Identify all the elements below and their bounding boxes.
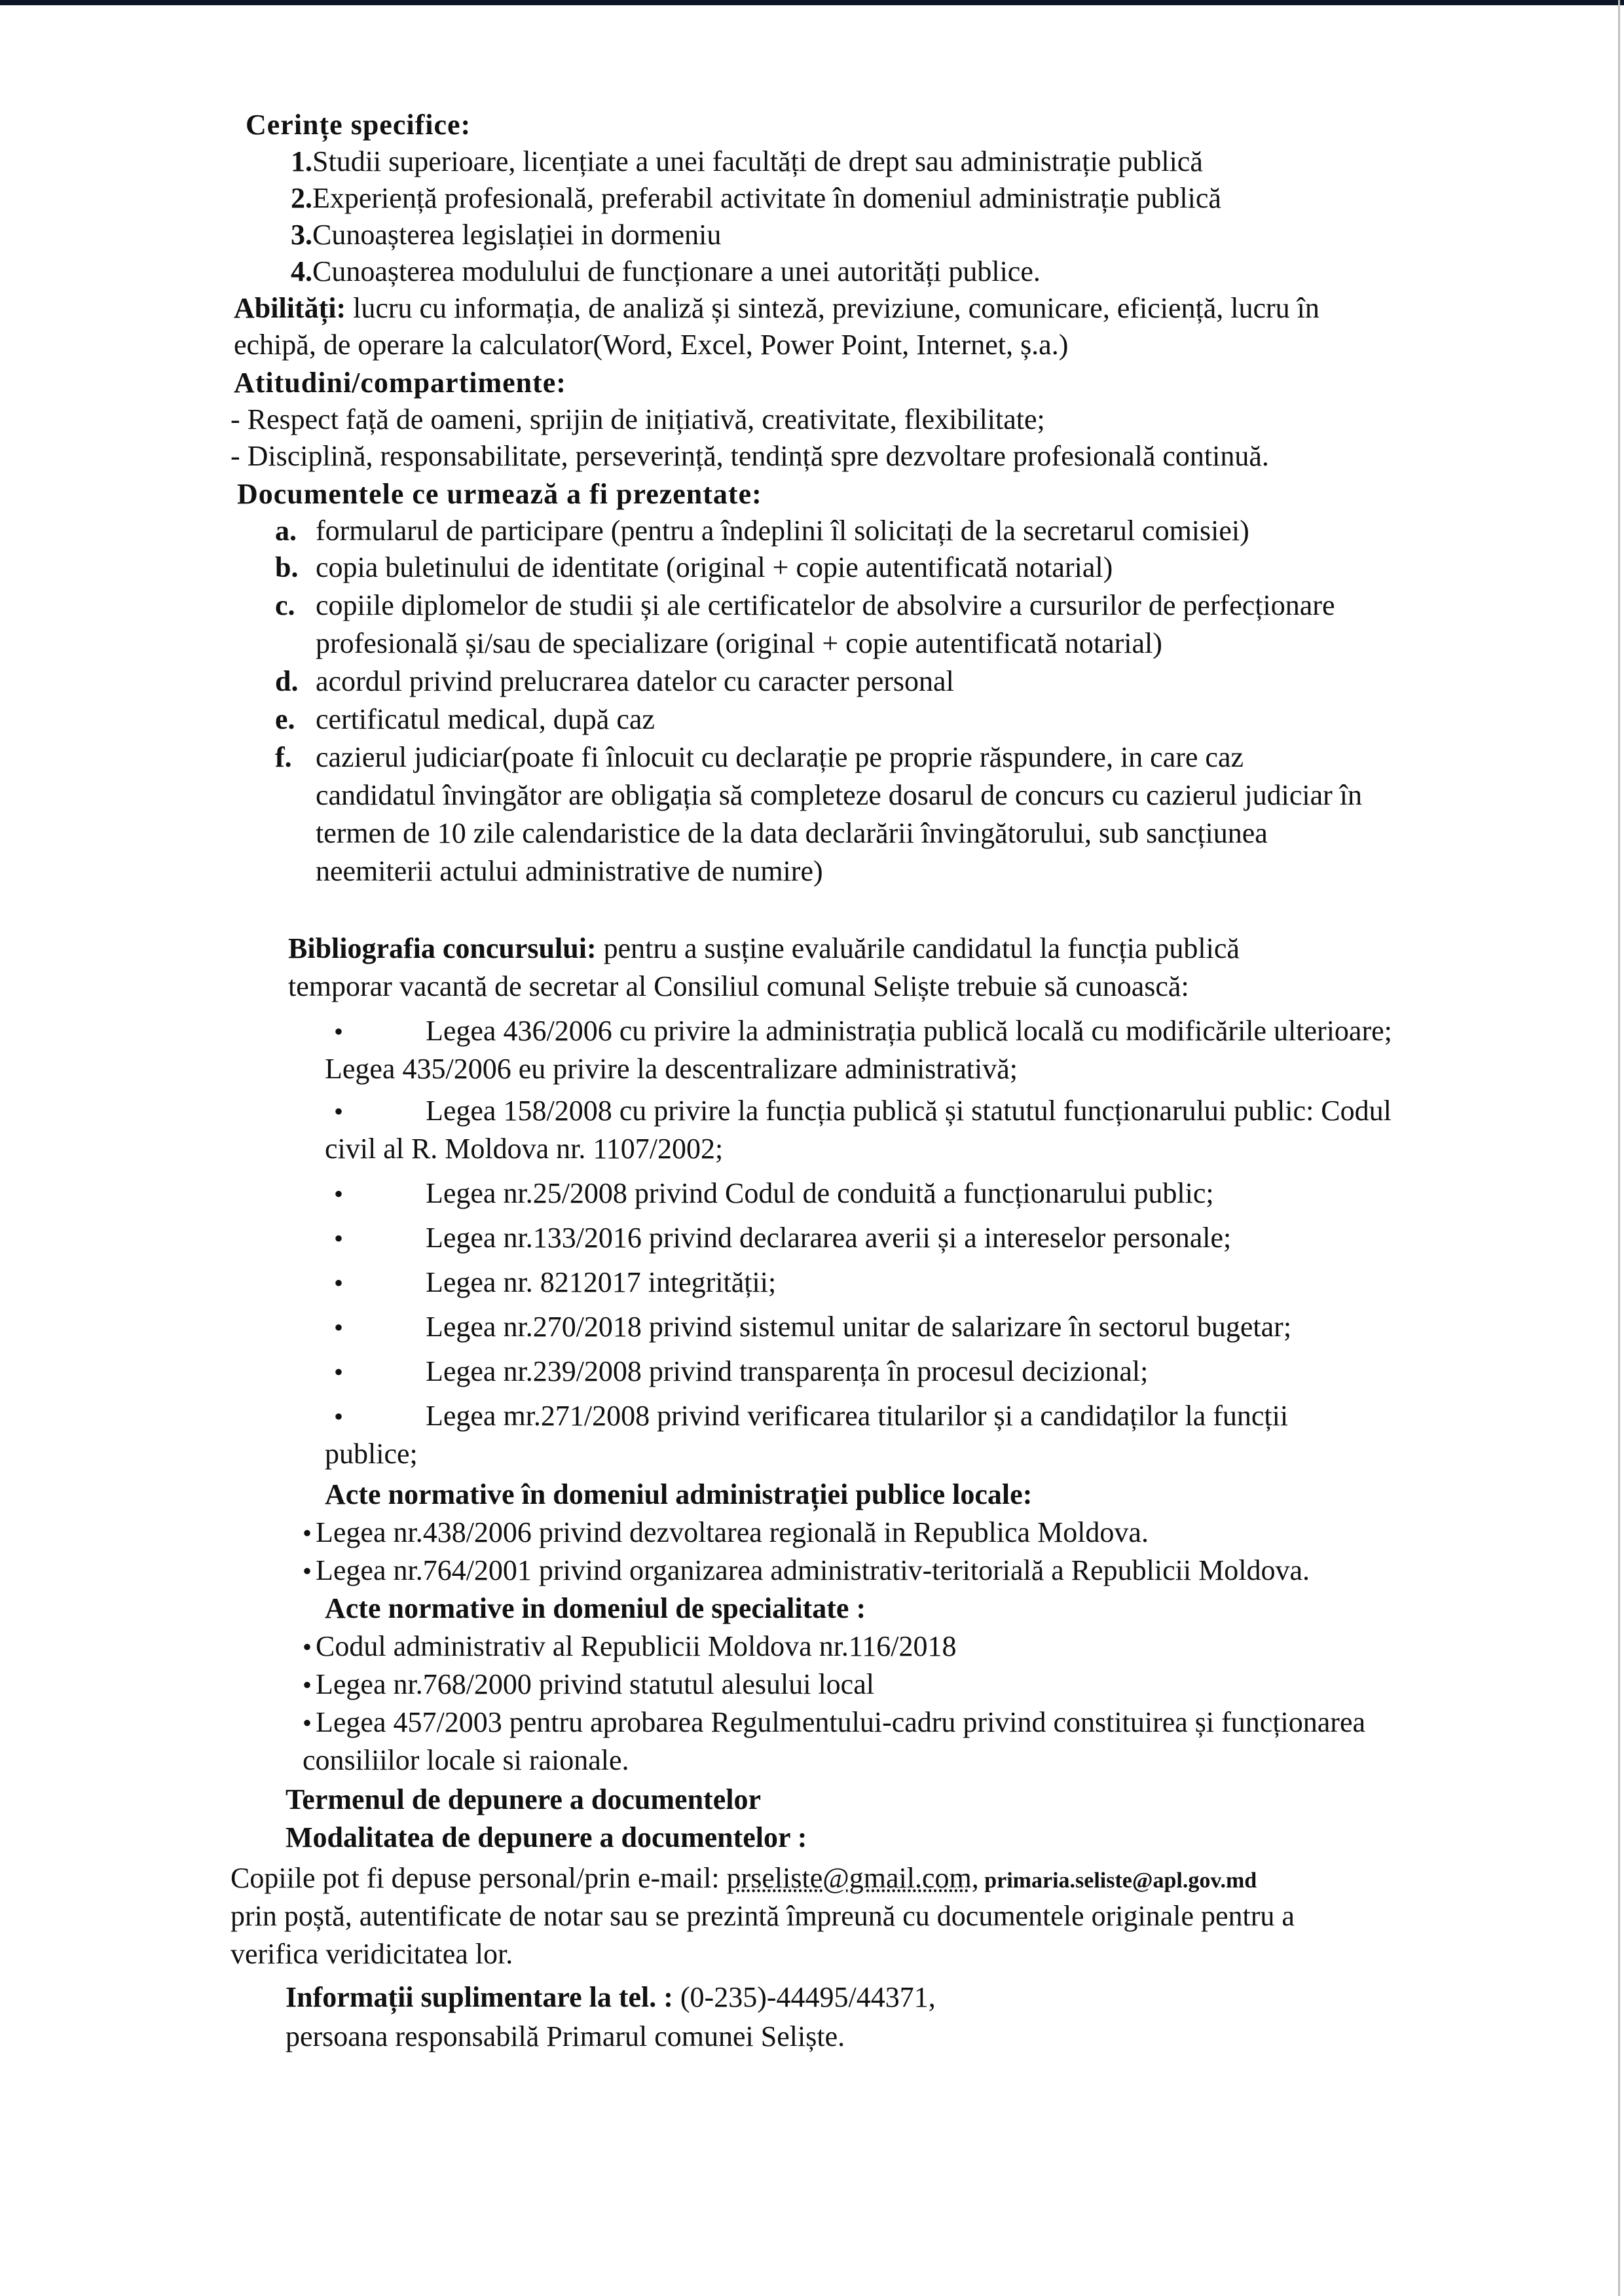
- acte-locale-item-2: [303, 1552, 1310, 1590]
- cerinte-heading: Cerințe specifice:: [246, 109, 471, 141]
- contact-responsible: persoana responsabilă Primarul comunei Seliște.: [286, 2020, 845, 2052]
- bibliografie-item-1: [334, 1012, 1392, 1051]
- item-marker: f.: [275, 741, 292, 773]
- acte-specialitate-heading: Acte normative in domeniul de specialitate :: [325, 1592, 866, 1624]
- item-text: Legea 158/2008 cu privire la funcția publică și statutul funcționarului public: Codul: [426, 1095, 1392, 1127]
- cerinte-item-1: [291, 143, 1203, 181]
- bullet-icon: •: [334, 1357, 344, 1387]
- acte-specialitate-item-1: [303, 1628, 957, 1666]
- modalitate-line-3: verifica veridicitatea lor.: [231, 1938, 513, 1970]
- item-text: Legea nr.438/2006 privind dezvoltarea regională in Republica Moldova.: [316, 1516, 1149, 1548]
- bibliografie-intro-2: temporar vacantă de secretar al Consiliul comunal Seliște trebuie să cunoască:: [288, 970, 1189, 1002]
- documente-item-d: [275, 663, 954, 701]
- documente-item-b: [275, 549, 1113, 587]
- bibliografie-label: Bibliografia concursului:: [288, 932, 597, 964]
- acte-specialitate-item-3: [303, 1704, 1365, 1742]
- atitudini-item-1: - Respect față de oameni, sprijin de inițiativă, creativitate, flexibilitate;: [231, 403, 1045, 435]
- item-text: Experiență profesională, preferabil activitate în domeniul administrație publică: [312, 182, 1221, 214]
- documente-item-f: [275, 738, 1244, 776]
- contact-label: Informații suplimentare la tel. :: [286, 1981, 673, 2013]
- documente-item-e: [275, 701, 655, 738]
- atitudini-heading: Atitudini/compartimente:: [234, 367, 566, 399]
- cerinte-item-2: [291, 179, 1221, 217]
- contact-line: [286, 1978, 936, 2016]
- bullet-icon: •: [334, 1017, 344, 1046]
- documente-item-f-cont-3: neemiterii actului administrative de numire): [316, 855, 823, 887]
- item-marker: d.: [275, 665, 299, 697]
- abilitati-line-1: [234, 289, 1320, 327]
- item-text: copiile diplomelor de studii și ale certificatelor de absolvire a cursurilor de perfecționare: [316, 589, 1335, 621]
- item-text: Cunoașterea modulului de funcționare a unei autorități publice.: [312, 255, 1041, 287]
- item-text: Legea nr.25/2008 privind Codul de conduită a funcționarului public;: [426, 1177, 1214, 1209]
- item-text: Legea nr.133/2016 privind declararea averii și a intereselor personale;: [426, 1222, 1232, 1254]
- bullet-icon: •: [303, 1708, 312, 1738]
- bibliografie-item-8: [334, 1397, 1288, 1436]
- bullet-icon: •: [334, 1224, 344, 1253]
- item-number: 1.: [291, 145, 312, 177]
- item-number: 2.: [291, 182, 312, 214]
- documente-item-c: [275, 587, 1335, 625]
- acte-specialitate-item-3-cont: consiliilor locale si raionale.: [303, 1744, 629, 1776]
- abilitati-label: Abilități:: [234, 292, 346, 324]
- acte-specialitate-item-2: [303, 1666, 874, 1704]
- item-marker: e.: [275, 703, 295, 735]
- email-link-gmail[interactable]: prseliste@gmail.com,: [726, 1862, 979, 1894]
- bibliografie-item-7: [334, 1353, 1148, 1391]
- item-text: Cunoașterea legislației in dormeniu: [312, 219, 722, 251]
- documente-item-c-cont: profesională și/sau de specializare (original + copie autentificată notarial): [316, 627, 1162, 659]
- item-text: Legea 457/2003 pentru aprobarea Regulmentului-cadru privind constituirea și funcționarea: [316, 1706, 1366, 1738]
- documente-item-f-cont-1: candidatul învingător are obligația să completeze dosarul de concurs cu cazierul judiciar în: [316, 779, 1363, 811]
- termen-heading: Termenul de depunere a documentelor: [286, 1783, 761, 1815]
- bullet-icon: •: [303, 1518, 312, 1548]
- modalitate-line-2: prin poștă, autentificate de notar sau se prezintă împreună cu documentele originale pentru a: [231, 1900, 1295, 1932]
- acte-locale-heading: Acte normative în domeniul administrației publice locale:: [325, 1478, 1033, 1510]
- item-marker: c.: [275, 589, 295, 621]
- bullet-icon: •: [303, 1632, 312, 1662]
- item-marker: a.: [275, 515, 297, 547]
- acte-locale-item-1: [303, 1514, 1149, 1552]
- item-text: Legea nr.239/2008 privind transparența în procesul decizional;: [426, 1355, 1149, 1387]
- documente-item-f-cont-2: termen de 10 zile calendaristice de la data declarării învingătorului, sub sancțiunea: [316, 817, 1268, 849]
- item-text: Legea nr. 8212017 integrității;: [426, 1266, 777, 1298]
- abilitati-text: lucru cu informația, de analiză și sinteză, previziune, comunicare, eficiență, lucru în: [346, 292, 1320, 324]
- bullet-icon: •: [334, 1268, 344, 1298]
- contact-phone: (0-235)-44495/44371,: [673, 1981, 936, 2013]
- cerinte-item-4: [291, 253, 1041, 291]
- bullet-icon: •: [303, 1556, 312, 1586]
- bullet-icon: •: [334, 1313, 344, 1342]
- cerinte-item-3: [291, 216, 721, 254]
- item-marker: b.: [275, 551, 299, 583]
- item-text: Legea nr.270/2018 privind sistemul unitar de salarizare în sectorul bugetar;: [426, 1311, 1292, 1343]
- email-link-apl[interactable]: primaria.seliste@apl.gov.md: [978, 1868, 1257, 1893]
- item-text: Codul administrativ al Republicii Moldova nr.116/2018: [316, 1630, 957, 1662]
- bibliografie-item-4: [334, 1219, 1231, 1258]
- documente-item-a: [275, 512, 1249, 550]
- bibliografie-item-2-cont: civil al R. Moldova nr. 1107/2002;: [325, 1133, 724, 1165]
- item-number: 4.: [291, 255, 312, 287]
- bibliografie-intro-text: pentru a susține evaluările candidatul la funcția publică: [596, 932, 1240, 964]
- item-text: Legea mr.271/2008 privind verificarea titularilor și a candidaților la funcții: [426, 1400, 1289, 1432]
- bullet-icon: •: [334, 1097, 344, 1126]
- item-text: Studii superioare, licențiate a unei facultăți de drept sau administrație publică: [312, 145, 1203, 177]
- bullet-icon: •: [334, 1402, 344, 1431]
- bibliografie-item-1-cont: Legea 435/2006 eu privire la descentralizare administrativă;: [325, 1053, 1018, 1085]
- atitudini-item-2: - Disciplină, responsabilitate, perseverință, tendință spre dezvoltare profesională continuă.: [231, 440, 1269, 472]
- item-number: 3.: [291, 219, 312, 251]
- item-text: Legea nr.764/2001 privind organizarea administrativ-teritorială a Republicii Moldova.: [316, 1554, 1310, 1586]
- bibliografie-item-6: [334, 1308, 1291, 1347]
- bibliografie-intro-1: [288, 930, 1240, 968]
- bibliografie-item-5: [334, 1264, 776, 1302]
- abilitati-line-2: echipă, de operare la calculator(Word, Excel, Power Point, Internet, ș.a.): [234, 329, 1069, 361]
- item-text: Legea 436/2006 cu privire la administrația publică locală cu modificările ulterioare;: [426, 1015, 1392, 1047]
- item-text: cazierul judiciar(poate fi înlocuit cu declarație pe proprie răspundere, in care caz: [316, 741, 1244, 773]
- item-text: copia buletinului de identitate (original + copie autentificată notarial): [316, 551, 1113, 583]
- modalitate-prefix: Copiile pot fi depuse personal/prin e-mail:: [231, 1862, 727, 1894]
- item-text: acordul privind prelucrarea datelor cu caracter personal: [316, 665, 954, 697]
- item-text: formularul de participare (pentru a îndeplini îl solicitați de la secretarul comisiei): [316, 515, 1249, 547]
- item-text: certificatul medical, după caz: [316, 703, 655, 735]
- bibliografie-item-3: [334, 1175, 1214, 1213]
- bibliografie-item-2: [334, 1092, 1392, 1131]
- documente-heading: Documentele ce urmează a fi prezentate:: [237, 478, 762, 510]
- bullet-icon: •: [303, 1670, 312, 1700]
- bullet-icon: •: [334, 1179, 344, 1209]
- item-text: Legea nr.768/2000 privind statutul alesului local: [316, 1668, 874, 1700]
- modalitate-line-1: [231, 1859, 1257, 1900]
- bibliografie-item-8-cont: publice;: [325, 1438, 418, 1470]
- modalitate-heading: Modalitatea de depunere a documentelor :: [286, 1821, 807, 1853]
